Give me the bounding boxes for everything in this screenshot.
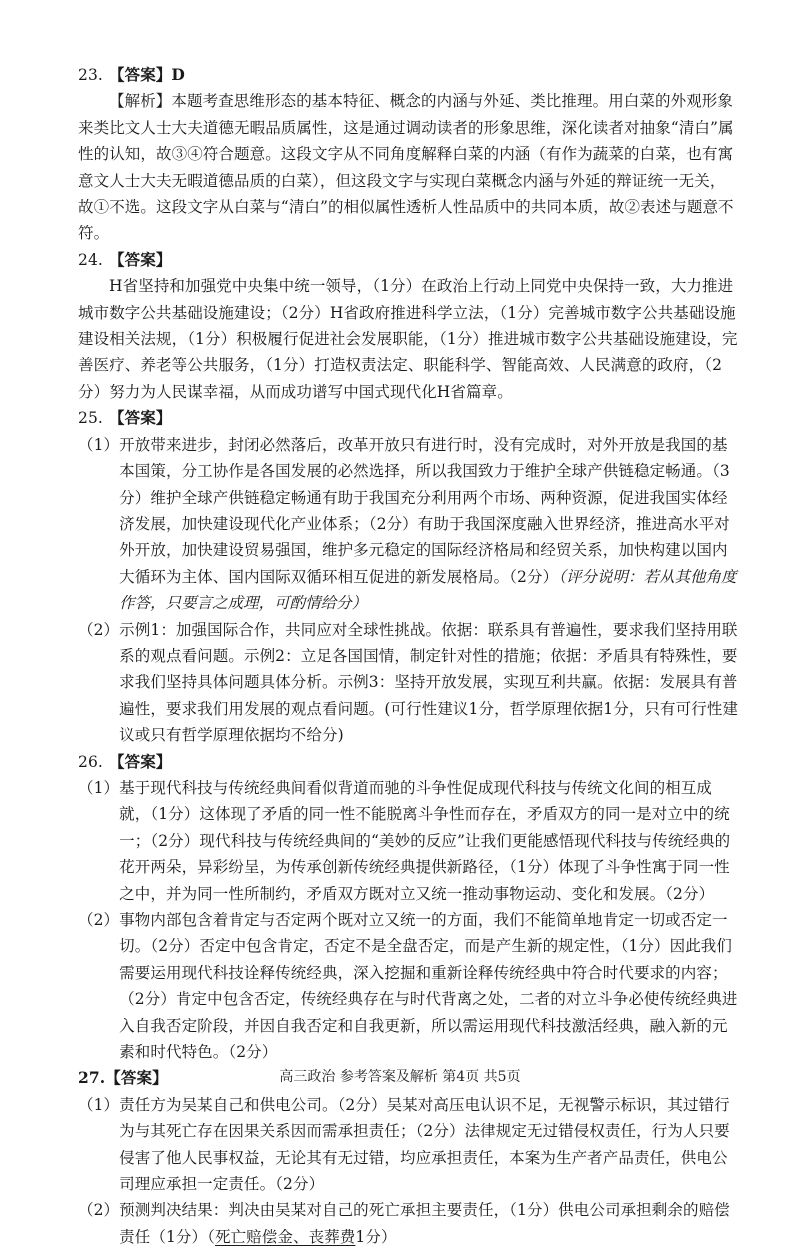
question-number: 23. <box>78 66 103 84</box>
underlined-text: 死亡赔偿金、丧葬费 <box>214 1227 356 1246</box>
question-24-answer: H省坚持和加强党中央集中统一领导，（1分）在政治上行动上同党中央保持一致，大力推进城市数字公共基础设施建设；（2分）H省政府推进科学立法，（1分）完善城市数字公共基础设施建设相关法规，（1分）积极履行促进社会发展职能，（1分）推进城市数字公共基础设施建设，完善医疗、养老等公共服务，（1分）打造权责法定、职能科学、智能高效、人民满意的政府，（2分）努力为人民谋幸福，从而成功谱写中国式现代化H省篇章。 <box>78 277 738 401</box>
question-number: 24. <box>78 250 103 269</box>
item-text: 开放带来进步，封闭必然落后，改革开放只有进行时，没有完成时，对外开放是我国的基本国策，分工协作是各国发展的必然选择，所以我国致力于维护全球产供链稳定畅通。（3分）维护全球产供链稳定畅通有助于我国充分利用两个市场、两种资源，促进我国实体经济发展，加快建设现代化产业体系；（2分）有助于我国深度融入世界经济，推进高水平对外开放，加快建设贸易强国，维护多元稳定的国际经济格局和经贸关系，加快构建以国内大循环为主体、国内国际双循环相互促进的新发展格局。（2分） <box>119 435 730 586</box>
answer-label: 【答案】D <box>109 65 185 84</box>
question-23-analysis: 【解析】本题考查思维形态的基本特征、概念的内涵与外延、类比推理。用白菜的外观形象来类比文人士大夫道德无暇品质属性，这是通过调动读者的形象思维，深化读者对抽象“清白”属性的认知，故③④符合题意。这段文字从不同角度解释白菜的内涵（有作为蔬菜的白菜，也有寓意文人士大夫无暇道德品质的白菜），但这段文字与实现白菜概念内涵与外延的辩证统一无关，故①不选。这段文字从白菜与“清白”的相似属性透析人性品质中的共同本质，故②表述与题意不符。 <box>78 92 734 243</box>
question-23-heading <box>78 62 740 88</box>
answer-item <box>78 1197 740 1250</box>
answer-item <box>78 775 740 907</box>
question-27-items <box>78 1092 740 1250</box>
page-footer: 高三政治 参考答案及解析 第4页 共5页 <box>279 1069 521 1085</box>
question-24 <box>78 247 740 405</box>
question-25-heading <box>78 405 740 431</box>
item-text: 预测判决结果：判决由吴某对自己的死亡承担主要责任，（1分）供电公司承担剩余的赔偿责任（1分）（ <box>119 1201 730 1246</box>
question-27 <box>78 1065 740 1250</box>
item-text: 示例1：加强国际合作，共同应对全球性挑战。依据：联系具有普遍性，要求我们坚持用联系的观点看问题。示例2：立足各国国情，制定针对性的措施；依据：矛盾具有特殊性，要求我们坚持具体问题具体分析。示例3：坚持开放发展，实现互利共赢。依据：发展具有普遍性，要求我们用发展的观点看问题。(可行性建议1分，哲学原理依据1分，只有可行性建议或只有哲学原理依据均不给分) <box>119 620 739 745</box>
item-text: 事物内部包含着肯定与否定两个既对立又统一的方面，我们不能简单地肯定一切或否定一切。（2分）否定中包含肯定，否定不是全盘否定，而是产生新的规定性，（1分）因此我们需要运用现代科技诠释传统经典，深入挖掘和重新诠释传统经典中符合时代要求的内容；（2分）肯定中包含否定，传统经典存在与时代背离之处，二者的对立斗争必使传统经典进入自我否定阶段，并因自我否定和自我更新，所以需运用现代科技激活经典，融入新的元素和时代特色。（2分） <box>119 911 738 1062</box>
question-number: 27. <box>78 1068 106 1088</box>
item-text: 责任方为吴某自己和供电公司。（2分）吴某对高压电认识不足，无视警示标识，其过错行为与其死亡存在因果关系因而需承担责任；（2分）法律规定无过错侵权责任，行为人只要侵害了他人民事权益，无论其有无过错，均应承担责任，本案为生产者产品责任，供电公司理应承担一定责任。（2分） <box>119 1095 730 1194</box>
answer-item <box>78 907 740 1065</box>
question-25 <box>78 405 740 748</box>
question-26-heading <box>78 749 740 775</box>
answer-item <box>78 617 740 749</box>
answer-item <box>78 432 740 617</box>
question-number: 25. <box>78 409 103 428</box>
item-text: 基于现代科技与传统经典间看似背道而驰的斗争性促成现代科技与传统文化间的相互成就，（1分）这体现了矛盾的同一性不能脱离斗争性而存在，矛盾双方的同一是对立中的统一；（2分）现代科技与传统经典间的“美妙的反应”让我们更能感悟现代科技与传统经典的花开两朵，异彩纷呈，为传承创新传统经典提供新路径，（1分）体现了斗争性寓于同一性之中，并为同一性所制约，矛盾双方既对立又统一推动事物运动、变化和发展。（2分） <box>119 778 731 903</box>
question-number: 26. <box>78 752 103 771</box>
item-text-end: 1分） <box>355 1227 397 1246</box>
answer-label: 【答案】 <box>105 1068 168 1088</box>
question-26-items <box>78 775 740 1065</box>
scoring-note: （评分说明：若从其他角度作答，只要言之成理，可酌情给分） <box>119 567 737 613</box>
item-marker: （2） <box>78 1201 120 1220</box>
item-marker: （2） <box>78 620 120 639</box>
item-marker: （2） <box>78 911 120 929</box>
item-marker: （1） <box>78 778 120 797</box>
question-24-heading <box>78 247 740 273</box>
question-26 <box>78 749 740 1066</box>
answer-label: 【答案】 <box>109 408 172 428</box>
item-marker: （1） <box>78 435 120 454</box>
answer-label: 【答案】 <box>109 249 172 269</box>
question-25-items <box>78 432 740 749</box>
answer-item <box>78 1092 740 1198</box>
answer-label: 【答案】 <box>109 751 172 771</box>
question-23 <box>78 62 740 247</box>
item-marker: （1） <box>78 1095 120 1114</box>
